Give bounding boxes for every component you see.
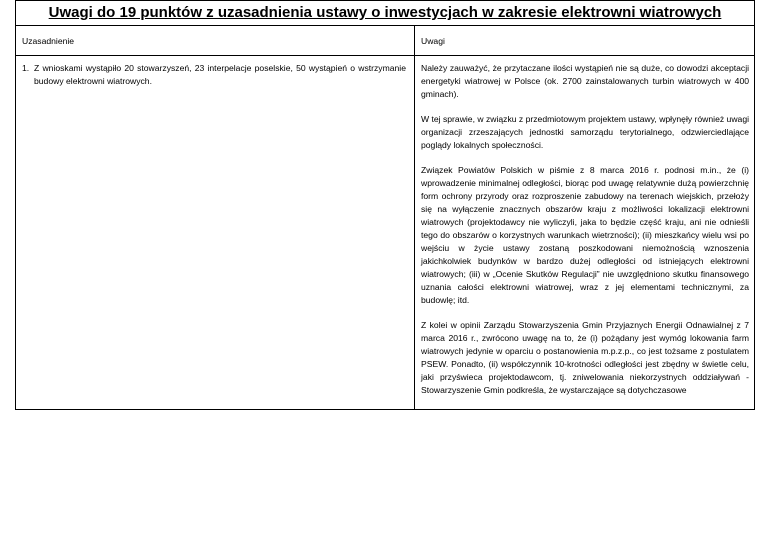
- remark-paragraph: Związek Powiatów Polskich w piśmie z 8 marca 2016 r. podnosi m.in., że (i) wprowadzenie minimalnej odległości, biorąc pod uwagę relatywnie dużą powierzchnię form ochrony przyrody oraz rozproszenie zabudowy na terenach wiejskich, przełoży się na wyłączenie znacznych obszarów kraju z możliwości lokalizacji elektrowni wiatrowych (projektodawcy nie wyliczyli, jaka to będzie część kraju, ani nie odnieśli tego do obszarów o korzystnych warunkach wietrzności); (ii) mieszkańcy wielu wsi po wejściu w życie ustawy zostaną poszkodowani niemożnością wznoszenia jakichkolwiek budynków w bardzo dużej odległości od istniejących elektrowni wiatrowych; (iii) w „Ocenie Skutków Regulacji” nie uwzględniono skutku finansowego uznania całości elektrowni wiatrowej, wraz z jej elementami technicznymi, za budowlę; itd.: [421, 165, 750, 305]
- title-row: [16, 1, 755, 26]
- column-header-remarks: [415, 26, 755, 56]
- column-header-justification-label: Uzasadnienie: [22, 36, 75, 46]
- remark-paragraph: Należy zauważyć, że przytaczane ilości wystąpień nie są duże, co dowodzi akceptacji energetyki wiatrowej w Polsce (ok. 2700 zainstalowanych turbin wiatrowych w 400 gminach).: [421, 63, 750, 99]
- justification-text: Z wnioskami wystąpiło 20 stowarzyszeń, 23 interpelacje poselskie, 50 wystąpień o wstrzymanie budowy elektrowni wiatrowych.: [34, 63, 406, 86]
- item-number: 1.: [22, 63, 30, 73]
- remark-paragraph: Z kolei w opinii Zarządu Stowarzyszenia Gmin Przyjaznych Energii Odnawialnej z 7 marca 2016 r., zwrócono uwagę na to, że (i) pożądany jest wymóg lokowania farm wiatrowych jedynie w oparciu o postanowienia m.p.z.p., co jest tożsame z postulatem PSEW. Ponadto, (ii) współczynnik 10-krotności odległości jest zbędny w świetle celu, jaki przyświeca projektodawcom, tj. zniwelowania niekorzystnych oddziaływań - Stowarzyszenie Gmin podkreśla, że wystarczające są dotychczasowe: [421, 320, 750, 395]
- justification-item: [22, 62, 406, 88]
- remarks-cell: [415, 56, 755, 410]
- header-row: [16, 26, 755, 56]
- remarks-table: [15, 0, 755, 410]
- justification-cell: [16, 56, 415, 410]
- table-row: [16, 56, 755, 410]
- column-header-justification: [16, 26, 415, 56]
- remark-paragraph: W tej sprawie, w związku z przedmiotowym projektem ustawy, wpłynęły również uwagi organizacji zrzeszających jednostki samorządu terytorialnego, odzwierciedlające poglądy lokalnych społeczności.: [421, 114, 750, 150]
- document-title: Uwagi do 19 punktów z uzasadnienia ustawy o inwestycjach w zakresie elektrowni wiatrowych: [16, 1, 755, 26]
- column-header-remarks-label: Uwagi: [421, 36, 445, 46]
